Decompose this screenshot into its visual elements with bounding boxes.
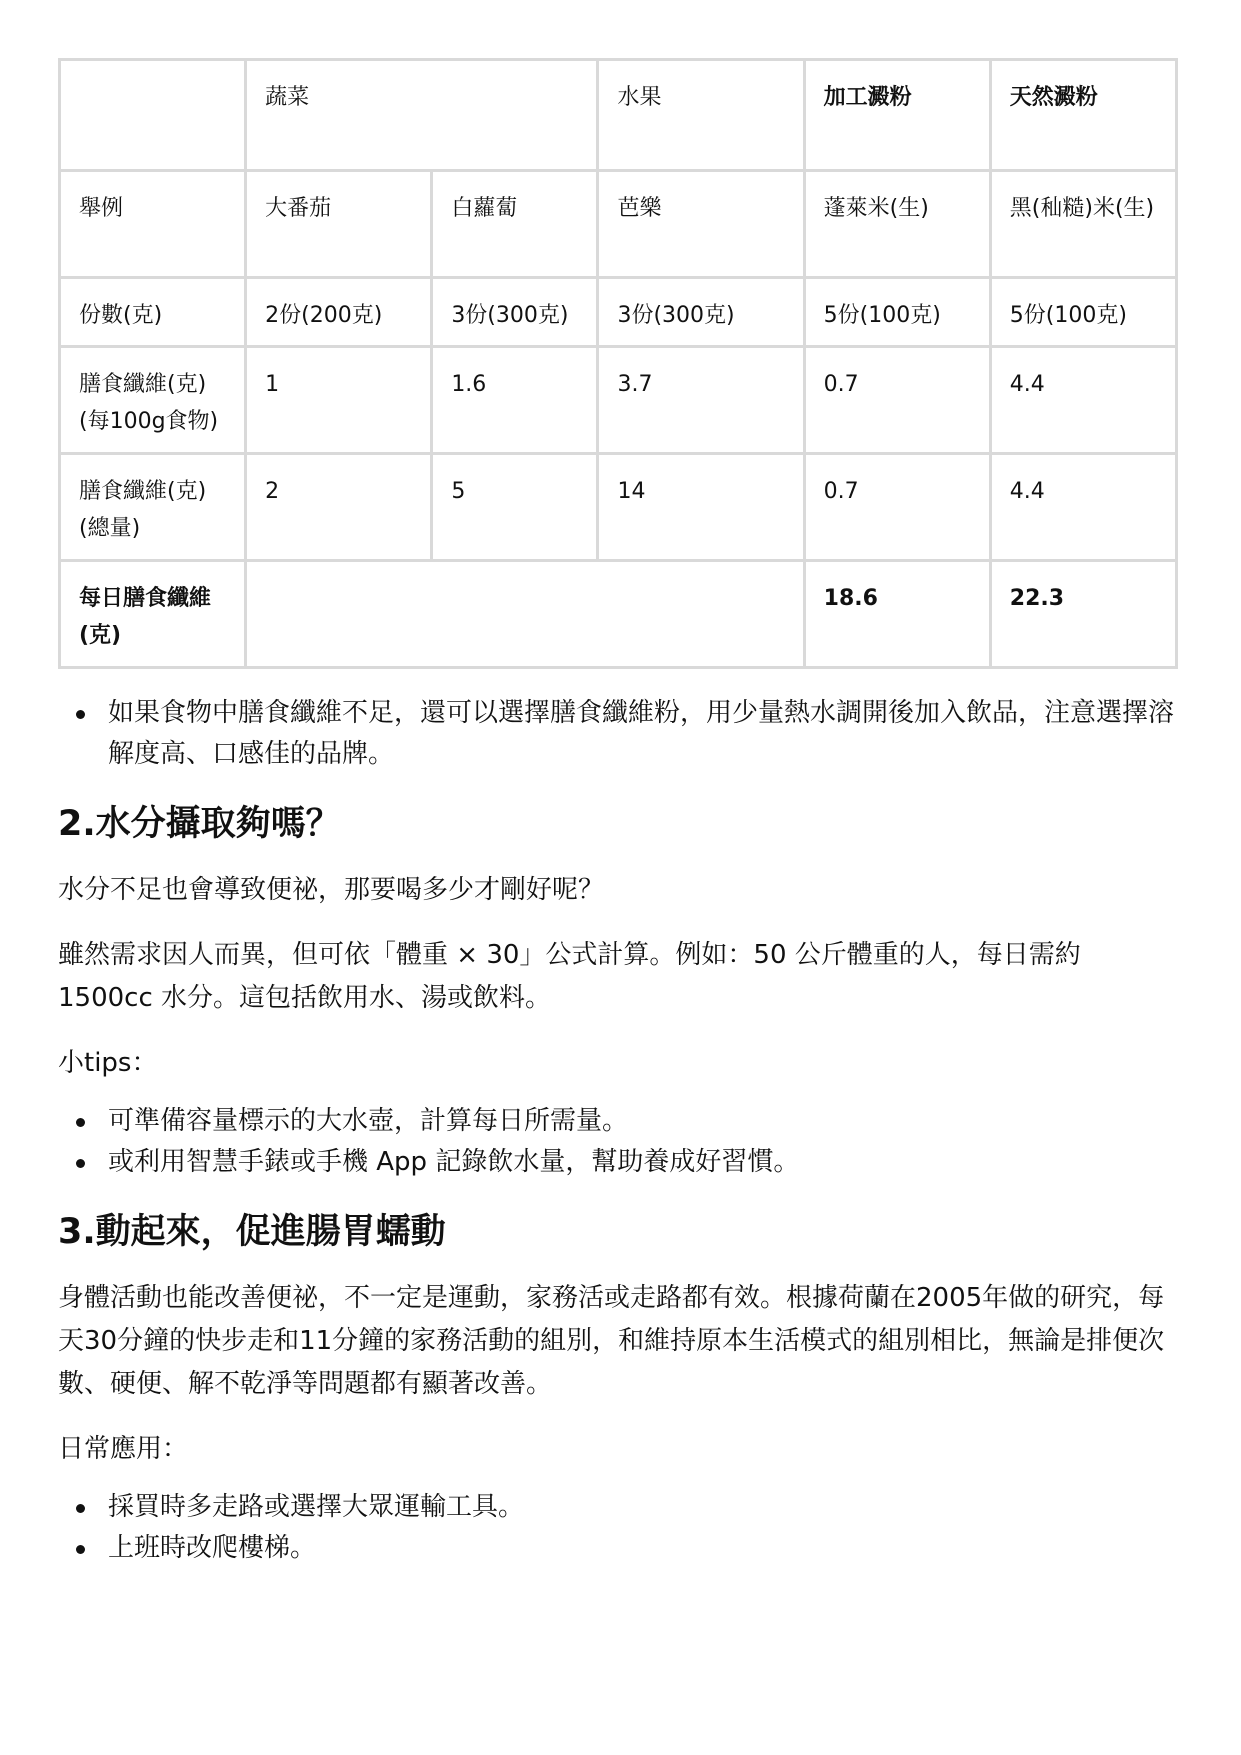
table-row-label: 份數(克) [60, 278, 246, 347]
list-item: 或利用智慧手錶或手機 App 記錄飲水量，幫助養成好習慣。 [58, 1142, 1178, 1183]
daily-label: 日常應用： [58, 1434, 189, 1464]
table-cell: 0.7 [804, 347, 990, 454]
table-row-label: 舉例 [60, 171, 246, 278]
dietary-fiber-table [58, 58, 1178, 669]
table-cell: 1.6 [432, 347, 598, 454]
list-item: 如果食物中膳食纖維不足，還可以選擇膳食纖維粉，用少量熱水調開後加入飲品，注意選擇溶解度高、口感佳的品牌。 [58, 693, 1178, 775]
table-row [60, 60, 1177, 171]
table-cell: 2 [246, 454, 432, 561]
table-cell: 黑(秈糙)米(生) [990, 171, 1176, 278]
table-header-cell: 天然澱粉 [990, 60, 1176, 171]
paragraph: 水分不足也會導致便祕，那要喝多少才剛好呢？ [58, 875, 605, 905]
table-header-cell: 水果 [598, 60, 804, 171]
table-cell: 4.4 [990, 347, 1176, 454]
table-cell: 3份(300克) [598, 278, 804, 347]
section-heading: 2.水分攝取夠嗎？ [58, 804, 341, 844]
table-cell [60, 60, 246, 171]
table-row [60, 278, 1177, 347]
table-cell: 5份(100克) [990, 278, 1176, 347]
table-cell [246, 561, 804, 668]
table-row-label: 膳食纖維(克)(每100g食物) [60, 347, 246, 454]
table-cell: 1 [246, 347, 432, 454]
table-cell: 4.4 [990, 454, 1176, 561]
tips-label: 小tips： [58, 1048, 158, 1078]
list-item: 上班時改爬樓梯。 [58, 1528, 1178, 1569]
table-header-cell: 加工澱粉 [804, 60, 990, 171]
paragraph: 身體活動也能改善便祕，不一定是運動，家務活或走路都有效。根據荷蘭在2005年做的研究，每天30分鐘的快步走和11分鐘的家務活動的組別，和維持原本生活模式的組別相比，無論是排便次數、硬便、解不乾淨等問題都有顯著改善。 [58, 1283, 1165, 1399]
table-cell: 14 [598, 454, 804, 561]
table-cell: 大番茄 [246, 171, 432, 278]
daily-list [58, 1487, 1178, 1569]
table-total-cell: 22.3 [990, 561, 1176, 668]
table-cell: 3.7 [598, 347, 804, 454]
list-item: 採買時多走路或選擇大眾運輸工具。 [58, 1487, 1178, 1528]
list-item: 可準備容量標示的大水壺，計算每日所需量。 [58, 1101, 1178, 1142]
table-cell: 0.7 [804, 454, 990, 561]
section-heading: 3.動起來，促進腸胃蠕動 [58, 1212, 446, 1252]
table-cell: 2份(200克) [246, 278, 432, 347]
table-cell: 蓬萊米(生) [804, 171, 990, 278]
table-row-label: 膳食纖維(克)(總量) [60, 454, 246, 561]
table-cell: 白蘿蔔 [432, 171, 598, 278]
table-row [60, 347, 1177, 454]
table-row [60, 171, 1177, 278]
paragraph: 雖然需求因人而異，但可依「體重 × 30」公式計算。例如：50 公斤體重的人，每日需約 1500cc 水分。這包括飲用水、湯或飲料。 [58, 940, 1081, 1013]
table-cell: 5份(100克) [804, 278, 990, 347]
table-total-cell: 18.6 [804, 561, 990, 668]
table-row [60, 454, 1177, 561]
table-cell: 3份(300克) [432, 278, 598, 347]
tips-list [58, 1101, 1178, 1183]
fiber-powder-list [58, 693, 1178, 775]
table-header-cell: 蔬菜 [246, 60, 598, 171]
table-row [60, 561, 1177, 668]
table-row-label: 每日膳食纖維(克) [60, 561, 246, 668]
table-cell: 5 [432, 454, 598, 561]
document-page [58, 58, 1178, 1569]
table-cell: 芭樂 [598, 171, 804, 278]
